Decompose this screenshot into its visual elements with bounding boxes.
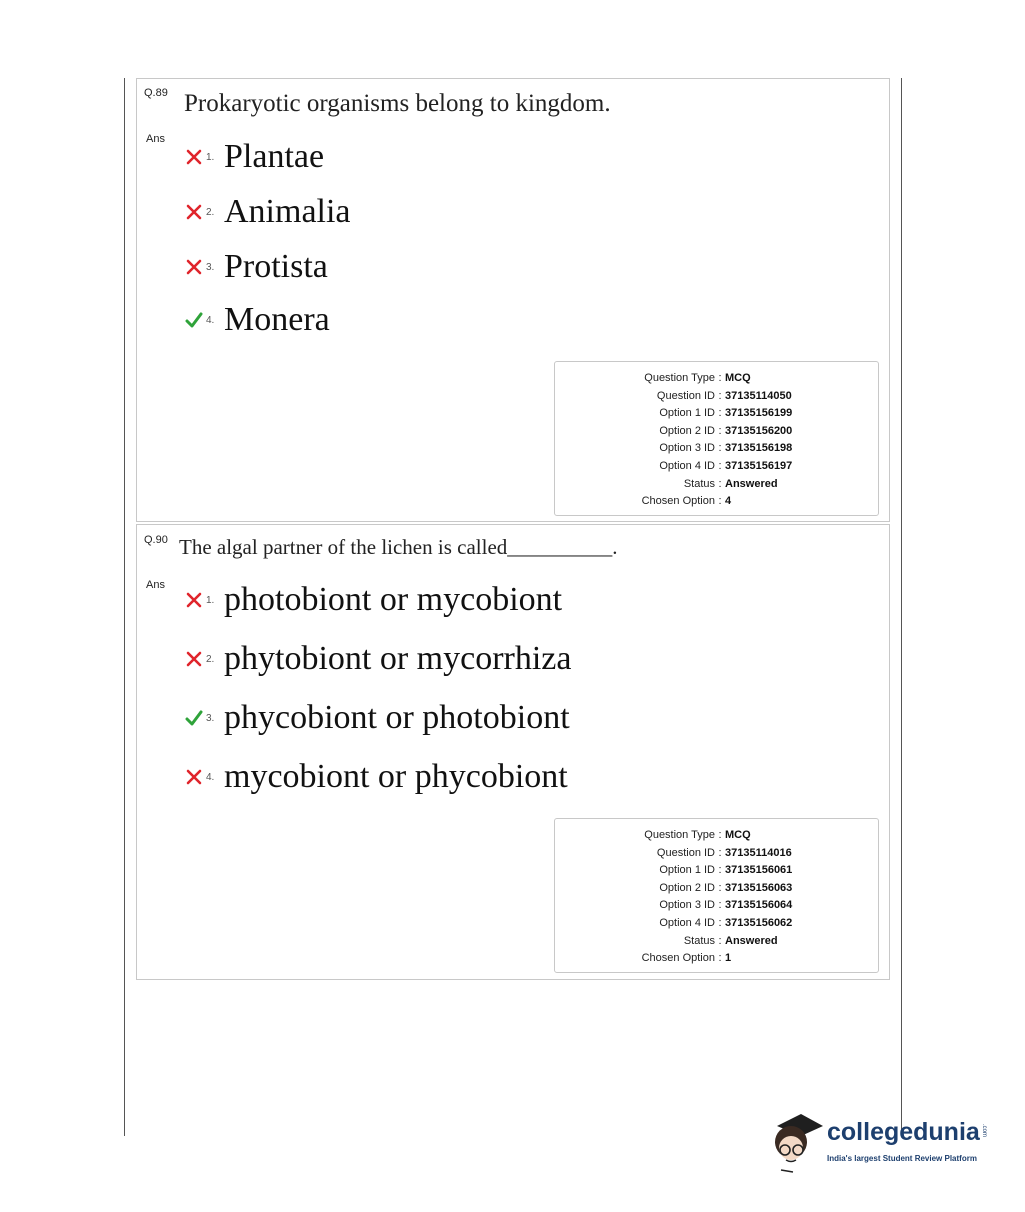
cross-icon <box>185 650 203 668</box>
option-text: phytobiont or mycorrhiza <box>224 640 572 677</box>
meta-key: Option 1 ID <box>659 407 715 420</box>
meta-row: Option 1 ID : 37135156199 <box>555 405 878 423</box>
meta-key: Question ID <box>656 846 715 859</box>
meta-row: Question ID : 37135114050 <box>555 388 878 406</box>
question-meta-panel <box>554 361 879 516</box>
meta-row: Option 2 ID : 37135156063 <box>555 880 878 898</box>
option-3 <box>185 247 328 287</box>
meta-row: Question Type : MCQ <box>555 370 878 388</box>
option-text: Monera <box>224 301 330 338</box>
meta-row: Status : Answered <box>555 933 878 951</box>
meta-key: Option 4 ID <box>659 916 715 929</box>
meta-row: Option 2 ID : 37135156200 <box>555 423 878 441</box>
option-number: 4. <box>206 771 215 783</box>
brand-name: collegedunia <box>827 1118 980 1146</box>
meta-value: 37135156197 <box>725 459 793 472</box>
option-number: 3. <box>206 261 215 273</box>
meta-key: Option 3 ID <box>659 899 715 912</box>
cross-icon <box>185 768 203 786</box>
meta-row: Status : Answered <box>555 476 878 494</box>
option-text: Animalia <box>224 193 351 230</box>
cross-icon <box>185 258 203 276</box>
meta-row: Option 1 ID : 37135156061 <box>555 862 878 880</box>
option-number: 2. <box>206 653 215 665</box>
cross-icon <box>185 203 203 221</box>
option-2 <box>185 192 351 232</box>
meta-value: 4 <box>725 495 732 508</box>
meta-key: Chosen Option <box>641 952 715 965</box>
meta-value: 37135114016 <box>725 846 792 859</box>
meta-value: 37135156199 <box>725 407 793 420</box>
meta-row: Chosen Option : 1 <box>555 950 878 968</box>
question-block-89 <box>136 78 890 522</box>
option-2 <box>185 639 571 679</box>
checkmark-icon <box>185 709 203 727</box>
option-text: photobiont or mycobiont <box>224 581 563 618</box>
question-meta-panel <box>554 818 879 973</box>
meta-value: 37135156198 <box>725 442 793 455</box>
question-number: Q.89 <box>144 87 168 99</box>
option-number: 3. <box>206 712 215 724</box>
option-number: 2. <box>206 206 215 218</box>
question-number: Q.90 <box>144 534 168 546</box>
meta-value: Answered <box>725 477 778 490</box>
brand-tagline: India's largest Student Review Platform <box>827 1154 977 1163</box>
meta-row: Option 4 ID : 37135156197 <box>555 458 878 476</box>
brand-suffix: .com <box>981 1124 987 1138</box>
option-text: Protista <box>224 248 328 285</box>
meta-value: 1 <box>725 952 732 965</box>
ans-label: Ans <box>146 133 165 145</box>
meta-key: Option 1 ID <box>659 864 715 877</box>
meta-row: Option 4 ID : 37135156062 <box>555 915 878 933</box>
meta-row: Option 3 ID : 37135156198 <box>555 440 878 458</box>
option-4 <box>185 757 568 797</box>
option-1 <box>185 137 324 177</box>
page-right-border <box>901 78 902 1136</box>
meta-row: Question Type : MCQ <box>555 827 878 845</box>
meta-value: MCQ <box>725 829 751 841</box>
option-3 <box>185 698 570 738</box>
mascot-icon <box>767 1104 825 1174</box>
meta-value: 37135156063 <box>725 881 793 894</box>
ans-label: Ans <box>146 579 165 591</box>
meta-key: Option 2 ID <box>659 424 715 437</box>
option-text: phycobiont or photobiont <box>224 699 570 736</box>
meta-key: Option 2 ID <box>659 881 715 894</box>
meta-value: 37135156064 <box>725 899 793 912</box>
meta-value: MCQ <box>725 372 751 384</box>
meta-value: 37135156200 <box>725 424 793 437</box>
meta-row: Option 3 ID : 37135156064 <box>555 897 878 915</box>
option-4 <box>185 300 330 340</box>
meta-key: Question Type <box>644 829 715 841</box>
meta-key: Option 4 ID <box>659 459 715 472</box>
meta-value: 37135114050 <box>725 389 792 402</box>
meta-key: Status <box>683 934 715 947</box>
meta-key: Question Type <box>644 372 715 384</box>
meta-value: 37135156062 <box>725 916 793 929</box>
question-block-90 <box>136 524 890 980</box>
meta-row: Chosen Option : 4 <box>555 493 878 511</box>
meta-key: Option 3 ID <box>659 442 715 455</box>
option-1 <box>185 580 562 620</box>
checkmark-icon <box>185 311 203 329</box>
meta-key: Chosen Option <box>641 495 715 508</box>
option-number: 1. <box>206 594 215 606</box>
option-text: Plantae <box>224 138 325 175</box>
meta-row: Question ID : 37135114016 <box>555 845 878 863</box>
meta-key: Question ID <box>656 389 715 402</box>
question-text: Prokaryotic organisms belong to kingdom. <box>184 90 611 117</box>
option-number: 1. <box>206 151 215 163</box>
question-text: The algal partner of the lichen is called__________. <box>179 535 618 559</box>
page-left-border <box>124 78 125 1136</box>
meta-key: Status <box>683 477 715 490</box>
cross-icon <box>185 148 203 166</box>
option-text: mycobiont or phycobiont <box>224 758 568 795</box>
option-number: 4. <box>206 314 215 326</box>
meta-value: Answered <box>725 934 778 947</box>
collegedunia-logo <box>767 1104 997 1174</box>
meta-value: 37135156061 <box>725 864 793 877</box>
cross-icon <box>185 591 203 609</box>
